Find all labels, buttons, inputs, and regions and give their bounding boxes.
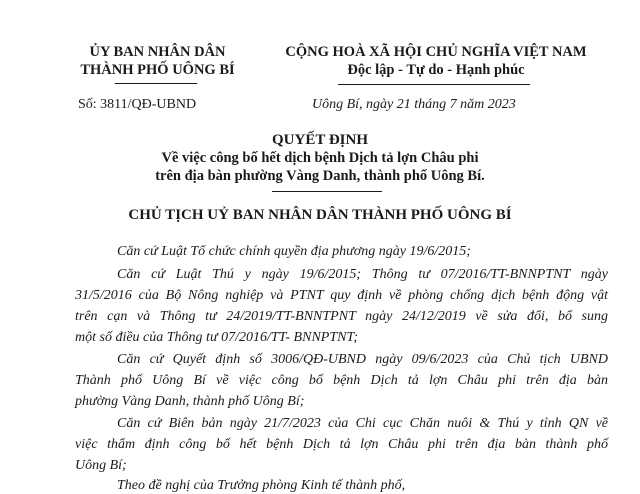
- decision-subject-line1: Về việc công bố hết dịch bệnh Dịch tả lợn Châu phi: [161, 150, 479, 166]
- body-line: Căn cứ Luật Thú y ngày 19/6/2015; Thông tư 07/2016/TT-BNNPTNT ngày: [117, 267, 608, 282]
- body-line: trên cạn và Thông tư 24/2019/TT-BNNTPNT ngày 24/12/2019 về sửa đổi, bổ sung: [75, 309, 608, 324]
- national-motto: Độc lập - Tự do - Hạnh phúc: [347, 62, 525, 78]
- issuing-authority-heading: CHỦ TỊCH UỶ BAN NHÂN DÂN THÀNH PHỐ UÔNG BÍ: [128, 207, 512, 223]
- document-number: Số: 3811/QĐ-UBND: [78, 97, 197, 112]
- body-line: Thành phố Uông Bí về việc công bố bệnh Dịch tả lợn Châu phi trên địa bàn: [75, 373, 608, 388]
- body-line: Uông Bí;: [75, 458, 127, 473]
- body-line: Căn cứ Luật Tổ chức chính quyền địa phương ngày 19/6/2015;: [117, 244, 471, 259]
- issuing-agency-line1: ỦY BAN NHÂN DÂN: [89, 44, 226, 60]
- body-line: Căn cứ Biên bản ngày 21/7/2023 của Chi cục Chăn nuôi & Thú y tỉnh QN về: [117, 416, 608, 431]
- national-title: CỘNG HOÀ XÃ HỘI CHỦ NGHĨA VIỆT NAM: [285, 44, 587, 60]
- place-and-date: Uông Bí, ngày 21 tháng 7 năm 2023: [312, 97, 516, 112]
- motto-divider: [338, 84, 530, 85]
- title-divider: [272, 191, 382, 192]
- body-line: phường Vàng Danh, thành phố Uông Bí;: [75, 394, 305, 409]
- body-line: 31/5/2016 của Bộ Nông nghiệp và PTNT quy định về phòng chống dịch bệnh động vật: [75, 288, 608, 303]
- body-line: Căn cứ Quyết định số 3006/QĐ-UBND ngày 09/6/2023 của Chủ tịch UBND: [117, 352, 608, 367]
- decision-subject-line2: trên địa bàn phường Vàng Danh, thành phố Uông Bí.: [155, 168, 485, 184]
- body-line: việc thẩm định công bố hết bệnh Dịch tả lợn Châu phi trên địa bàn thành phố: [75, 437, 608, 452]
- agency-divider: [115, 83, 197, 84]
- body-line: Theo đề nghị của Trưởng phòng Kinh tế thành phố,: [117, 478, 406, 493]
- body-line: một số điều của Thông tư 07/2016/TT- BNNPTNT;: [75, 330, 358, 345]
- decision-title: QUYẾT ĐỊNH: [272, 132, 368, 148]
- issuing-agency-line2: THÀNH PHỐ UÔNG BÍ: [80, 62, 235, 78]
